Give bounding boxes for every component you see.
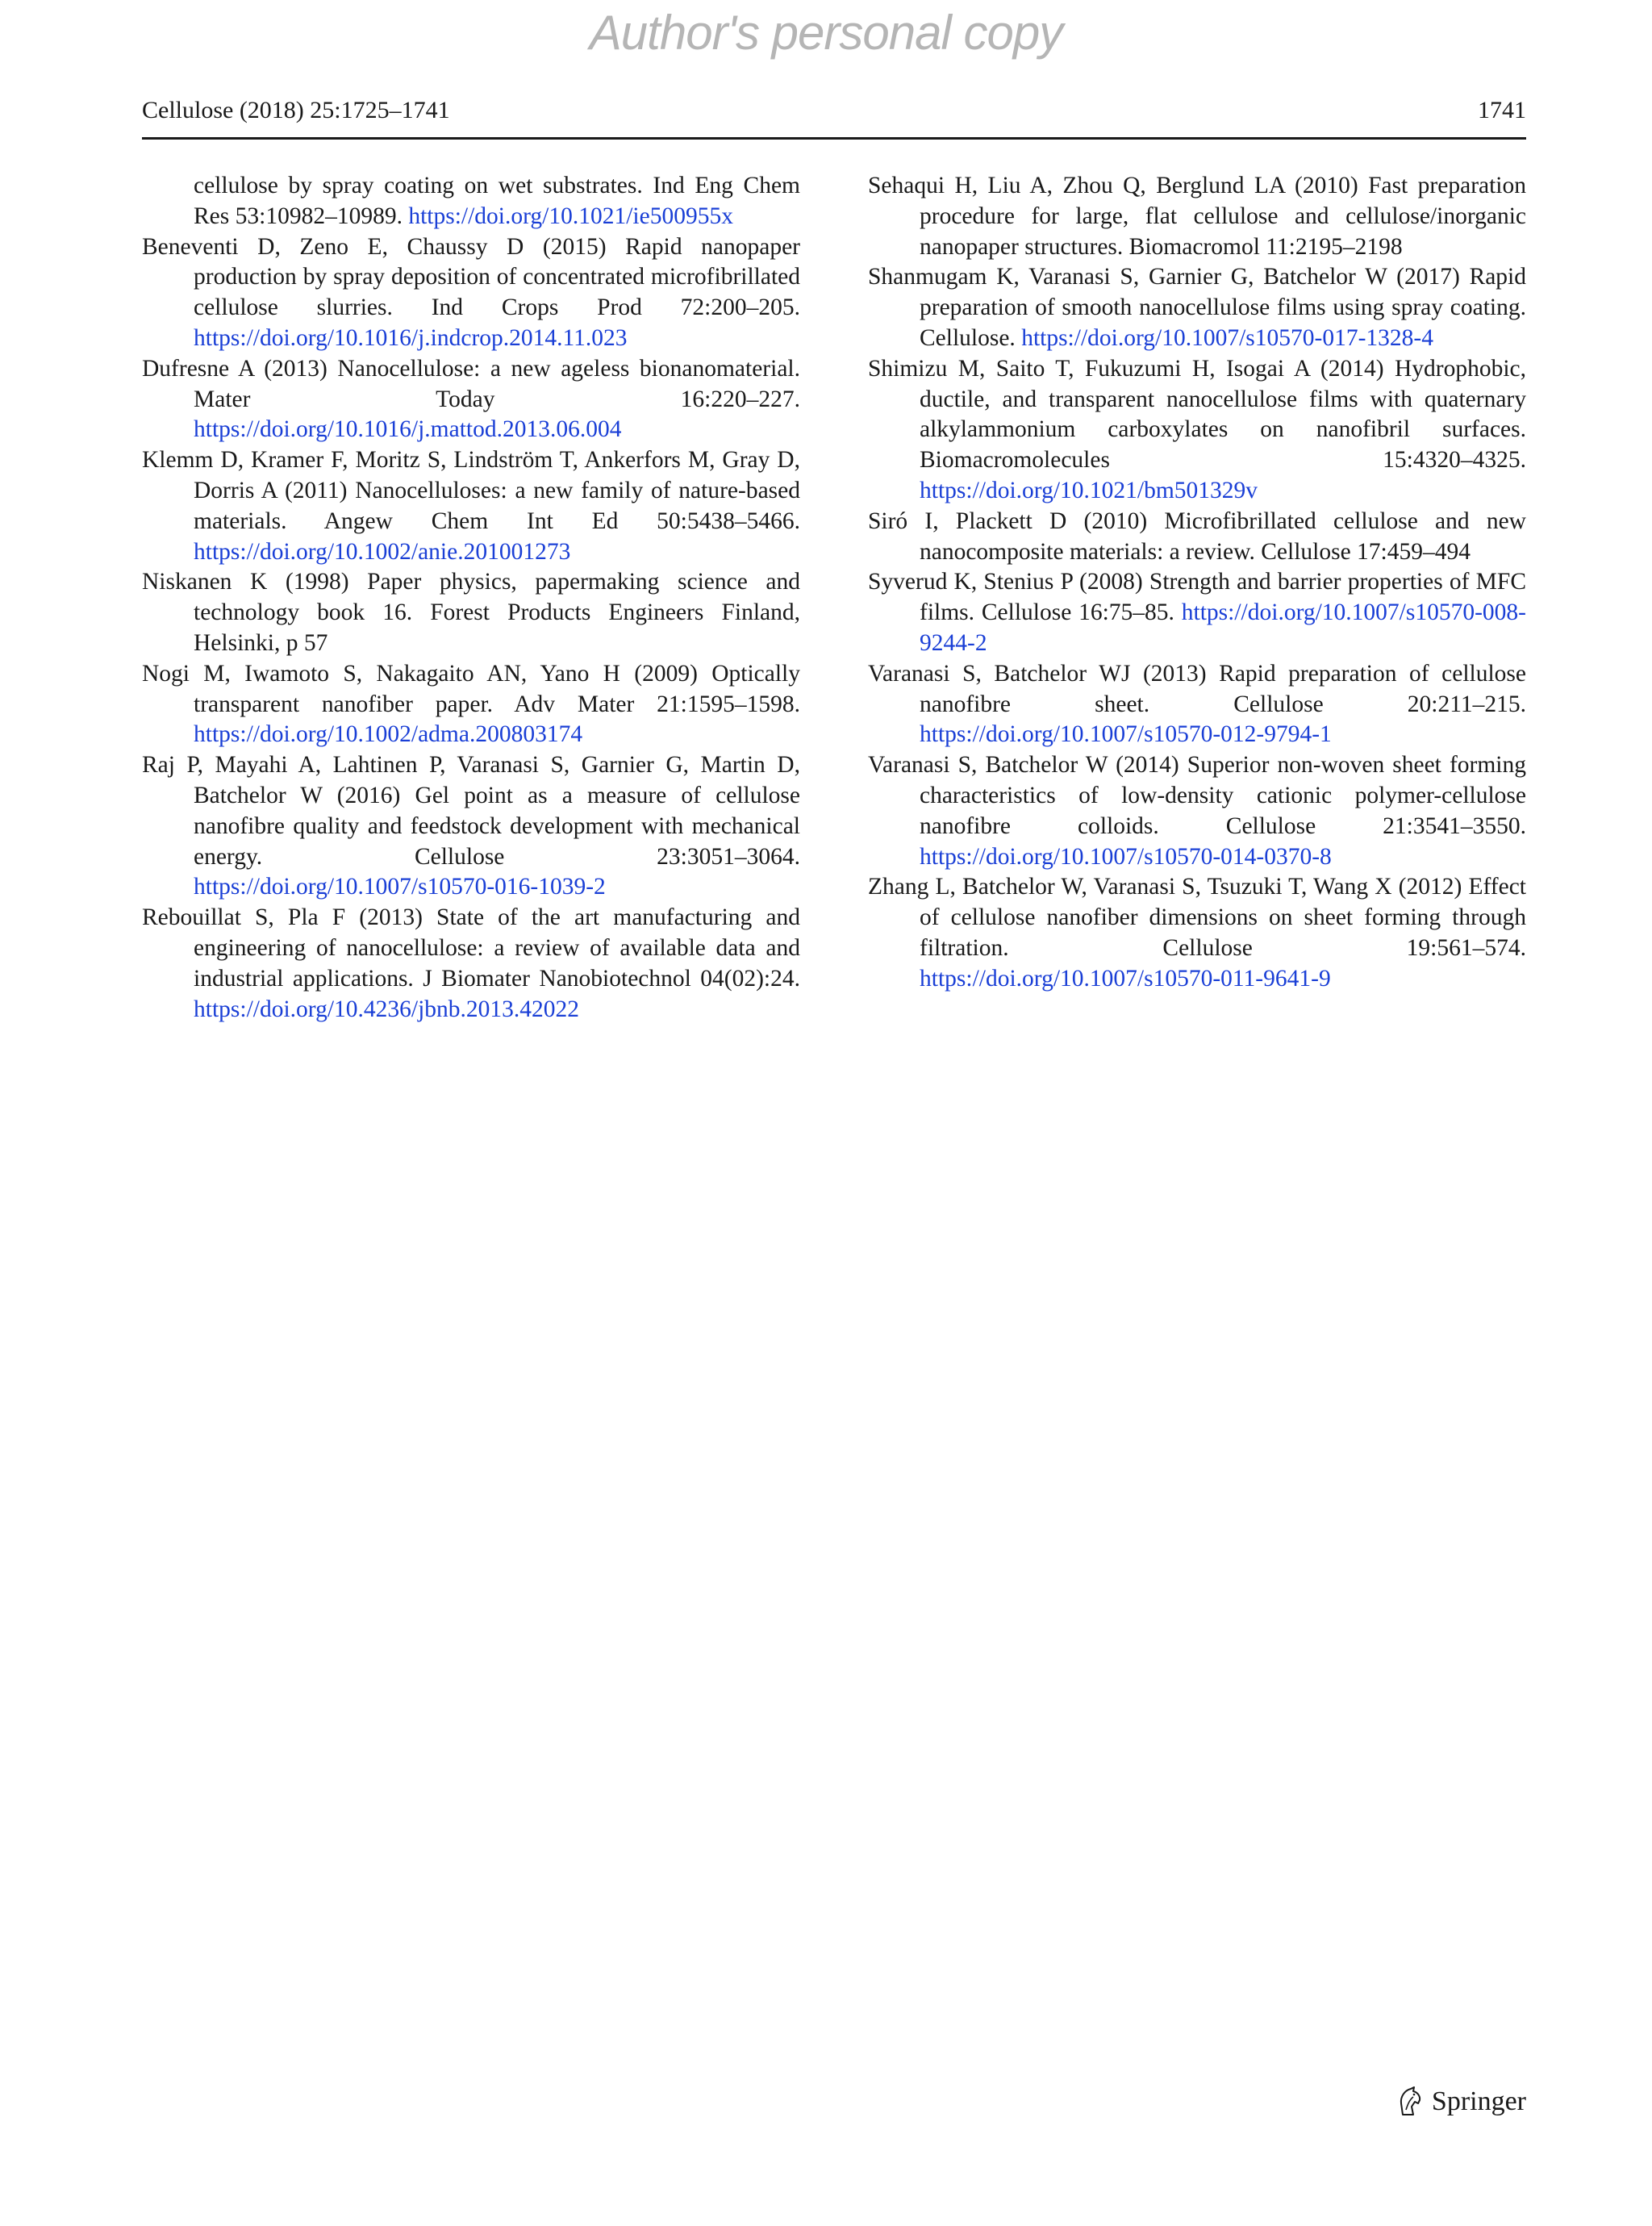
reference-column-left xyxy=(142,171,800,1025)
reference-item: Sehaqui H, Liu A, Zhou Q, Berglund LA (2010) Fast preparation procedure for large, flat cellulose and cellulose/inorganic nanopaper structures. Biomacromol 11:2195–2198 xyxy=(868,173,1526,260)
doi-link[interactable]: https://doi.org/10.1016/j.mattod.2013.06.004 xyxy=(194,416,622,443)
springer-horse-icon xyxy=(1396,2086,1424,2118)
watermark: Author's personal copy xyxy=(589,6,1063,60)
reference-item: Syverud K, Stenius P (2008) Strength and barrier properties of MFC films. Cellulose 16:75–85. https://doi.org/10.1007/s10570-008-9244-2 xyxy=(868,569,1526,656)
reference-item: Shimizu M, Saito T, Fukuzumi H, Isogai A (2014) Hydrophobic, ductile, and transparent nanocellulose films with quaternary alkylammonium carboxylates on nanofibril surfaces. Biomacromolecules 15:4320–4325. https://doi.org/10.1021/bm501329v xyxy=(868,355,1526,503)
doi-link[interactable]: https://doi.org/10.1007/s10570-012-9794-1 xyxy=(920,721,1332,748)
reference-item: Varanasi S, Batchelor W (2014) Superior non-woven sheet forming characteristics of low-density cationic polymer-cellulose nanofibre colloids. Cellulose 21:3541–3550. https://doi.org/10.1007/s10570-014-0370-8 xyxy=(868,752,1526,870)
doi-link[interactable]: https://doi.org/10.1007/s10570-008-9244-2 xyxy=(920,599,1526,656)
reference-column-right xyxy=(868,171,1526,995)
reference-item: Dufresne A (2013) Nanocellulose: a new ageless bionanomaterial. Mater Today 16:220–227. https://doi.org/10.1016/j.mattod.2013.06.004 xyxy=(142,355,800,443)
reference-item: Zhang L, Batchelor W, Varanasi S, Tsuzuki T, Wang X (2012) Effect of cellulose nanofiber dimensions on sheet forming through filtration. Cellulose 19:561–574. https://doi.org/10.1007/s10570-011-9641-9 xyxy=(868,874,1526,992)
running-header xyxy=(142,95,1526,140)
reference-item: Shanmugam K, Varanasi S, Garnier G, Batchelor W (2017) Rapid preparation of smooth nanocellulose films using spray coating. Cellulose. https://doi.org/10.1007/s10570-017-1328-4 xyxy=(868,264,1526,351)
reference-item: Siró I, Plackett D (2010) Microfibrillated cellulose and new nanocomposite materials: a review. Cellulose 17:459–494 xyxy=(868,507,1526,565)
doi-link[interactable]: https://doi.org/10.1007/s10570-011-9641-9 xyxy=(920,965,1331,992)
publisher-footer xyxy=(1396,2086,1526,2118)
publisher-name: Springer xyxy=(1431,2086,1526,2116)
doi-link[interactable]: https://doi.org/10.4236/jbnb.2013.42022 xyxy=(194,996,580,1022)
reference-item: Nogi M, Iwamoto S, Nakagaito AN, Yano H (2009) Optically transparent nanofiber paper. Adv Mater 21:1595–1598. https://doi.org/10.1002/adma.200803174 xyxy=(142,660,800,748)
reference-item: Rebouillat S, Pla F (2013) State of the art manufacturing and engineering of nanocellulose: a review of available data and industrial applications. J Biomater Nanobiotechnol 04(02):24. https://doi.org/10.4236/jbnb.2013.42022 xyxy=(142,904,800,1022)
reference-item: Beneventi D, Zeno E, Chaussy D (2015) Rapid nanopaper production by spray deposition of concentrated microfibrillated cellulose slurries. Ind Crops Prod 72:200–205. https://doi.org/10.1016/j.indcrop.2014.11.023 xyxy=(142,233,800,351)
doi-link[interactable]: https://doi.org/10.1007/s10570-017-1328-4 xyxy=(1021,324,1433,351)
doi-link[interactable]: https://doi.org/10.1007/s10570-014-0370-8 xyxy=(920,843,1332,870)
doi-link[interactable]: https://doi.org/10.1007/s10570-016-1039-2 xyxy=(194,874,606,900)
reference-item: cellulose by spray coating on wet substrates. Ind Eng Chem Res 53:10982–10989. https://doi.org/10.1021/ie500955x xyxy=(194,173,800,229)
doi-link[interactable]: https://doi.org/10.1002/anie.201001273 xyxy=(194,538,571,565)
reference-item: Klemm D, Kramer F, Moritz S, Lindström T, Ankerfors M, Gray D, Dorris A (2011) Nanocelluloses: a new family of nature-based materials. Angew Chem Int Ed 50:5438–5466. https://doi.org/10.1002/anie.201001273 xyxy=(142,447,800,565)
journal-citation: Cellulose (2018) 25:1725–1741 xyxy=(142,97,450,123)
doi-link[interactable]: https://doi.org/10.1021/bm501329v xyxy=(920,477,1258,503)
reference-item: Varanasi S, Batchelor WJ (2013) Rapid preparation of cellulose nanofibre sheet. Cellulose 20:211–215. https://doi.org/10.1007/s10570-012-9794-1 xyxy=(868,660,1526,748)
reference-item: Niskanen K (1998) Paper physics, papermaking science and technology book 16. Forest Products Engineers Finland, Helsinki, p 57 xyxy=(142,569,800,656)
doi-link[interactable]: https://doi.org/10.1002/adma.200803174 xyxy=(194,721,583,748)
page-number: 1741 xyxy=(1478,97,1526,123)
reference-item: Raj P, Mayahi A, Lahtinen P, Varanasi S, Garnier G, Martin D, Batchelor W (2016) Gel point as a measure of cellulose nanofibre quality and feedstock development with mechanical energy. Cellulose 23:3051–3064. https://doi.org/10.1007/s10570-016-1039-2 xyxy=(142,752,800,900)
doi-link[interactable]: https://doi.org/10.1021/ie500955x xyxy=(408,203,733,229)
doi-link[interactable]: https://doi.org/10.1016/j.indcrop.2014.11.023 xyxy=(194,324,628,351)
